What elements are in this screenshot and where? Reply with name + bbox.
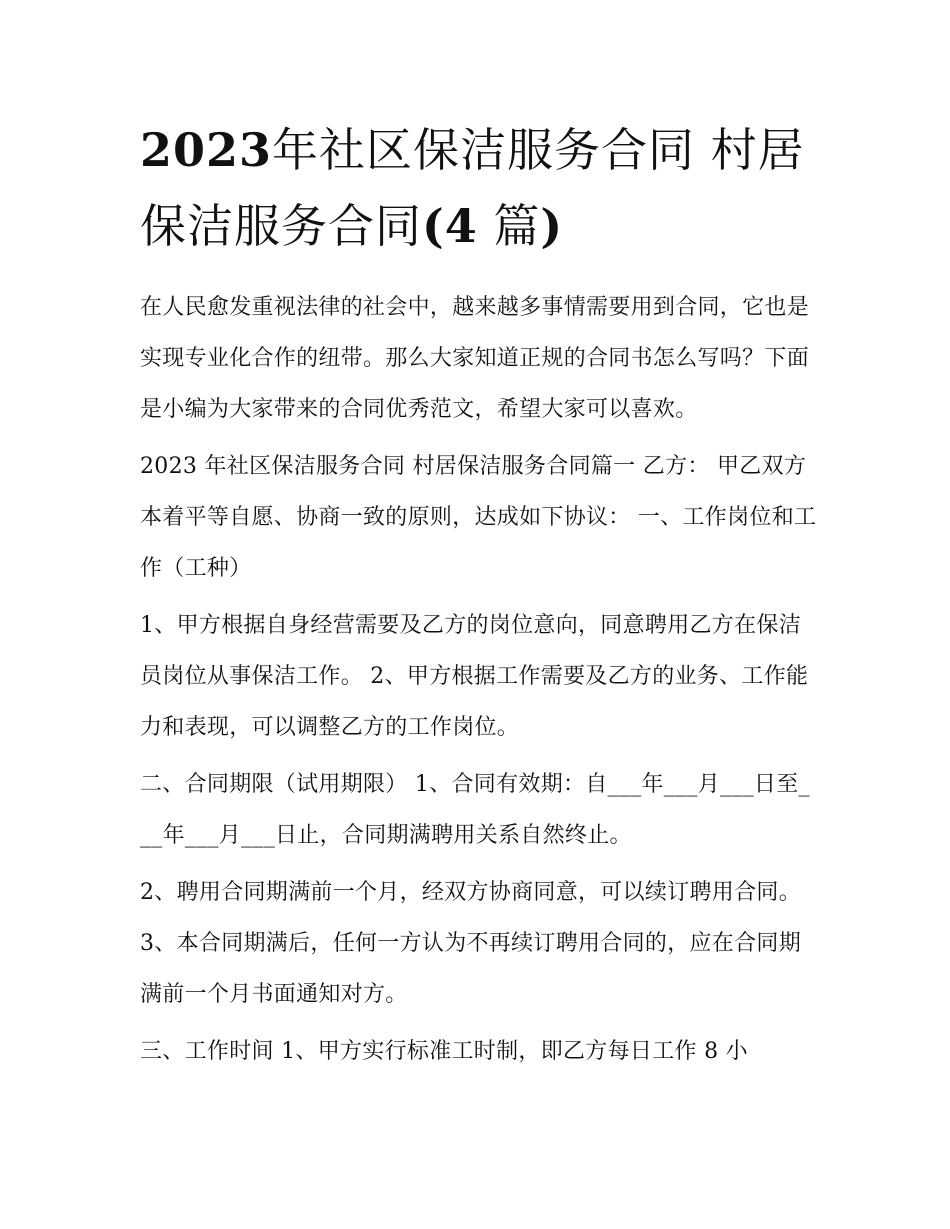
title-year: 2023 [140, 123, 273, 177]
title-count-unit: 篇 [477, 199, 541, 253]
intro-paragraph: 在人民愈发重视法律的社会中，越来越多事情需要用到合同，它也是实现专业化合作的纽带。那么大家知道正规的合同书怎么写吗？下面是小编为大家带来的合同优秀范文，希望大家可以喜欢。 [140, 295, 810, 422]
title-count-close: ) [540, 199, 564, 253]
working-hours-paragraph: 三、工作时间 1、甲方实行标准工时制，即乙方每日工作 8 小 [140, 1039, 748, 1064]
job-position-paragraph: 1、甲方根据自身经营需要及乙方的岗位意向，同意聘用乙方在保洁员岗位从事保洁工作。 2、甲方根据工作需要及乙方的业务、工作能力和表现，可以调整乙方的工作岗位。 [140, 613, 809, 740]
title-count-open: (4 [422, 199, 478, 253]
contract-heading-paragraph: 2023 年社区保洁服务合同 村居保洁服务合同篇一 乙方： 甲乙双方本着平等自愿、协商一致的原则，达成如下协议： 一、工作岗位和工作（工种） [140, 454, 817, 581]
document-title [140, 112, 820, 264]
title-main-text: 年社区保洁服务合同 村居保洁服务合同 [140, 123, 805, 253]
renewal-paragraph: 2、聘用合同期满前一个月，经双方协商同意，可以续订聘用合同。 3、本合同期满后，任何一方认为不再续订聘用合同的，应在合同期满前一个月书面通知对方。 [140, 880, 801, 1007]
document-page [140, 112, 820, 1083]
contract-term-paragraph: 二、合同期限（试用期限） 1、合同有效期：自___年___月___日至___年___月___日止，合同期满聘用关系自然终止。 [140, 772, 810, 848]
